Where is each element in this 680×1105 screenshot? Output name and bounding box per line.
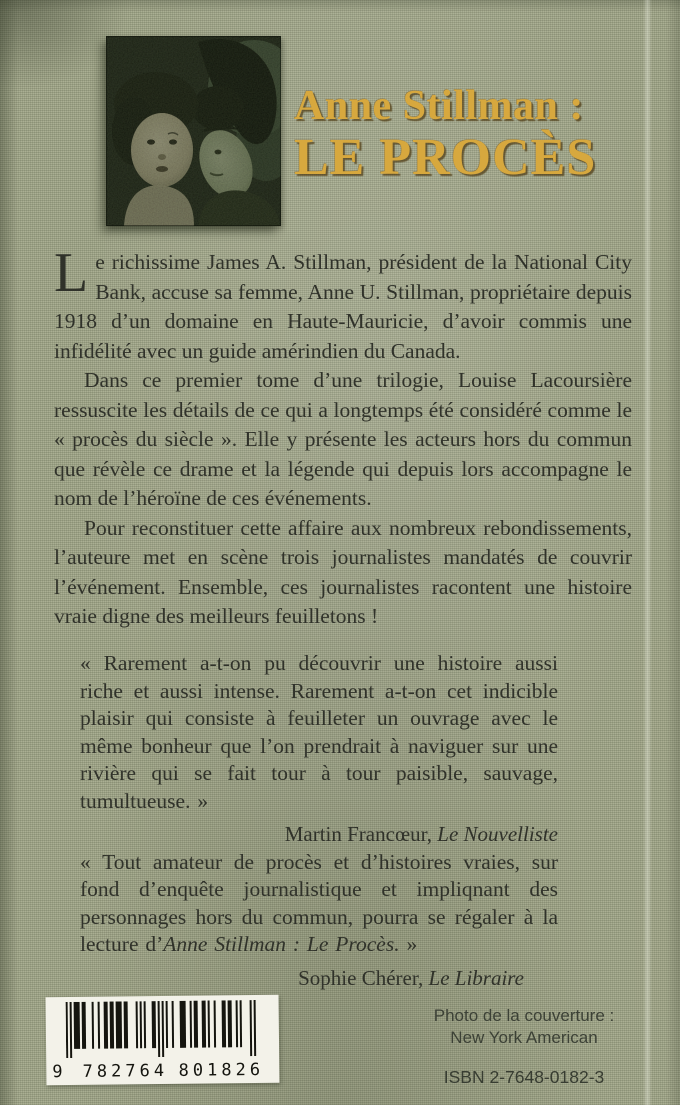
cover-photo-illustration bbox=[106, 36, 281, 226]
quote-2-text bbox=[80, 849, 558, 959]
book-title bbox=[294, 82, 596, 186]
book-title-line2: LE PROCÈS bbox=[294, 129, 597, 186]
drop-cap: L bbox=[54, 242, 89, 304]
barcode-group-1: 782764 bbox=[82, 1060, 169, 1082]
photo-credit bbox=[408, 1005, 640, 1049]
quote-2-author: Sophie Chérer, bbox=[298, 965, 429, 990]
barcode-digits bbox=[46, 1059, 279, 1083]
synopsis-paragraph-2: Dans ce premier tome d’une trilogie, Louise Lacoursière ressuscite les détails de ce qui a longtemps été considéré comme le « procès du siècle ». Elle y présente les acteurs hors du commun que révèle ce drame et la légende qui depuis lors accompagne le nom de l’héroïne de ces événements. bbox=[54, 368, 632, 510]
quote-2-source: Le Libraire bbox=[428, 965, 524, 990]
quote-1-source: Le Nouvelliste bbox=[437, 822, 558, 846]
synopsis bbox=[54, 242, 632, 632]
quote-2-prefix: « Tout amateur de procès et d’histoires vraies, sur fond d’enquête journalistique et impliqnant des personnages hors du commun, pourra se régaler à la lecture d’ bbox=[80, 849, 558, 956]
right-fold-highlight bbox=[643, 0, 652, 1105]
barcode-group-2: 801826 bbox=[178, 1059, 265, 1081]
photo-credit-line1: Photo de la couverture : bbox=[433, 1006, 615, 1025]
right-edge-shading bbox=[666, 0, 680, 1105]
quote-1-author: Martin Francœur, bbox=[284, 822, 438, 846]
book-title-line1: Anne Stillman : bbox=[294, 83, 584, 129]
isbn-text: ISBN 2-7648-0182-3 bbox=[443, 1067, 605, 1087]
top-edge-shading bbox=[0, 0, 680, 12]
barcode-lead-digit: 9 bbox=[52, 1062, 63, 1083]
quote-2-suffix: » bbox=[399, 932, 418, 956]
synopsis-paragraph-3: Pour reconstituer cette affaire aux nombreux rebondissements, l’auteure met en scène trois journalistes mandatés de couvrir l’événement. Ensemble, ces journalistes racontent une histoire vraie digne des meilleurs feuilletons ! bbox=[54, 515, 632, 628]
synopsis-paragraph-1-text: e richissime James A. Stillman, président de la National City Bank, accuse sa femme, Anne U. Stillman, propriétaire depuis 1918 d’un domaine en Haute-Mauricie, d’avoir commis une infidélité avec un guide amérindien du Canada. bbox=[54, 250, 632, 363]
quote-2-attribution bbox=[80, 965, 558, 993]
photo-credit-line2: New York American bbox=[450, 1028, 598, 1047]
barcode-bars bbox=[66, 1000, 259, 1059]
barcode-label bbox=[46, 995, 280, 1085]
left-edge-shading bbox=[0, 0, 18, 1105]
quote-1-text: « Rarement a-t-on pu découvrir une histoire aussi riche et aussi intense. Rarement a-t-on cet indicible plaisir qui consiste à feuilleter un ouvrage avec le même bonheur que l’on prendrait à naviguer sur une rivière qui se fait tour à tour paisible, sauvage, tumultueuse. » bbox=[80, 651, 558, 813]
cover-photo bbox=[106, 36, 281, 226]
quote-1-attribution bbox=[80, 821, 558, 849]
review-quotes bbox=[80, 650, 558, 992]
quote-2-book-title: Anne Stillman : Le Procès. bbox=[163, 932, 400, 956]
synopsis-paragraph-1 bbox=[54, 242, 632, 366]
